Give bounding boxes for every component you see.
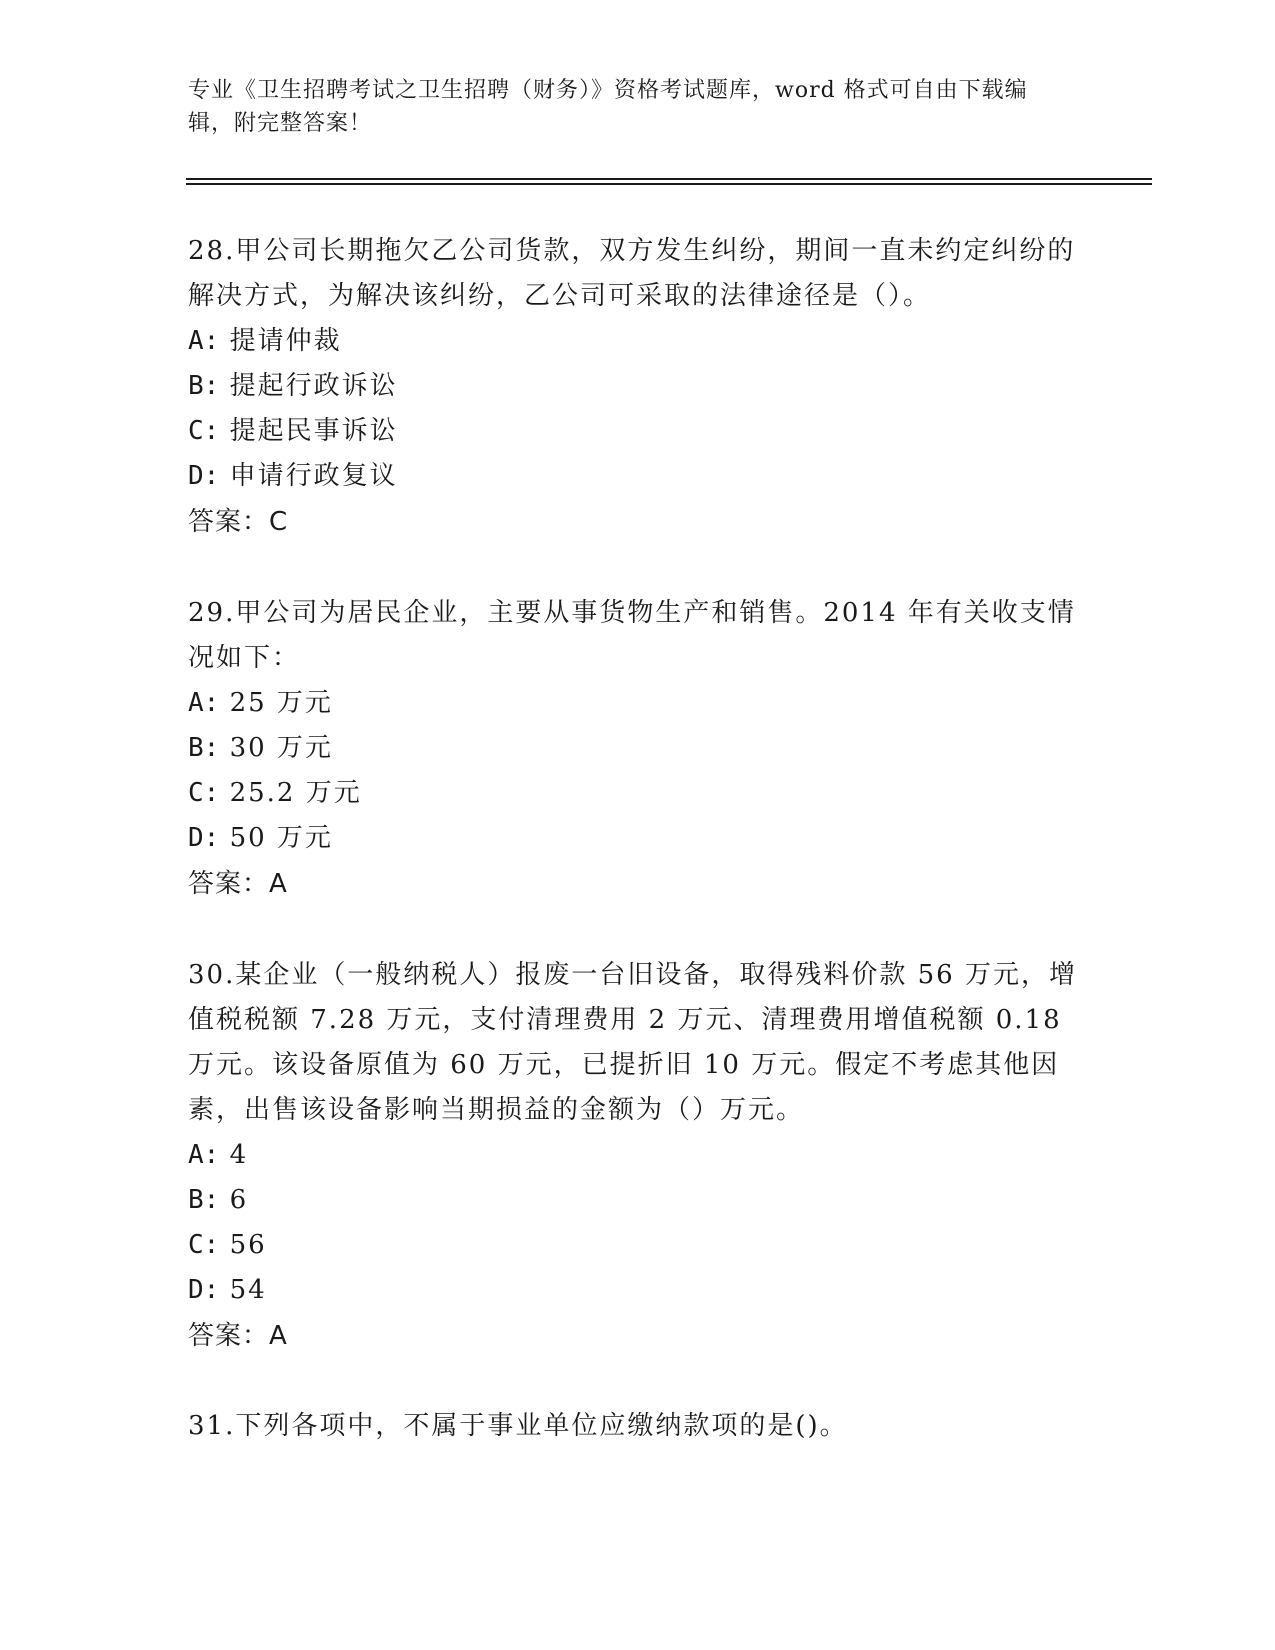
answer-line: 答案：A [188, 869, 288, 899]
answer-line: 答案：A [188, 1321, 288, 1351]
option-c [188, 771, 1088, 816]
option-text: 4 [219, 1140, 249, 1170]
option-b [188, 1178, 1088, 1223]
option-d [188, 1268, 1088, 1313]
option-d [188, 816, 1088, 861]
question-30 [188, 953, 1088, 1359]
option-c [188, 409, 1088, 454]
question-stem: 30.某企业（一般纳税人）报废一台旧设备，取得残料价款 56 万元，增值税税额 7.28 万元，支付清理费用 2 万元、清理费用增值税额 0.18 万元。该设备原值为 60 万元，已提折旧 10 万元。假定不考虑其他因素，出售该设备影响当期损益的金额为（）万元。 [188, 960, 1077, 1125]
option-a [188, 319, 1088, 364]
question-28 [188, 229, 1088, 545]
option-text: 30 万元 [219, 733, 333, 763]
option-key: A: [188, 1140, 220, 1170]
header-divider-top [186, 178, 1152, 180]
question-stem: 29.甲公司为居民企业，主要从事货物生产和销售。2014 年有关收支情况如下： [188, 598, 1076, 673]
option-b [188, 364, 1088, 409]
option-text: 提请仲裁 [219, 326, 342, 356]
option-text: 54 [219, 1275, 267, 1305]
option-text: 25 万元 [219, 688, 333, 718]
option-key: D: [188, 823, 220, 853]
option-d [188, 454, 1088, 499]
option-key: A: [188, 326, 220, 356]
option-key: A: [188, 688, 220, 718]
option-key: C: [188, 416, 220, 446]
option-text: 提起民事诉讼 [219, 416, 398, 446]
question-stem: 31.下列各项中，不属于事业单位应缴纳款项的是()。 [188, 1411, 848, 1441]
option-text: 6 [219, 1185, 249, 1215]
option-key: B: [188, 733, 220, 763]
option-a [188, 1133, 1088, 1178]
option-key: B: [188, 1185, 220, 1215]
option-key: D: [188, 461, 220, 491]
question-29 [188, 591, 1088, 907]
document-intro: 专业《卫生招聘考试之卫生招聘（财务）》资格考试题库，word 格式可自由下载编辑，附完整答案！ [188, 78, 1028, 136]
answer-line: 答案：C [188, 507, 289, 537]
option-text: 56 [219, 1230, 267, 1260]
option-text: 25.2 万元 [219, 778, 362, 808]
option-text: 提起行政诉讼 [219, 371, 398, 401]
option-c [188, 1223, 1088, 1268]
option-a [188, 681, 1088, 726]
option-key: C: [188, 1230, 220, 1260]
option-key: C: [188, 778, 220, 808]
option-key: D: [188, 1275, 220, 1305]
option-b [188, 726, 1088, 771]
option-text: 50 万元 [219, 823, 333, 853]
option-key: B: [188, 371, 220, 401]
question-stem: 28.甲公司长期拖欠乙公司货款，双方发生纠纷，期间一直未约定纠纷的解决方式，为解决该纠纷，乙公司可采取的法律途径是（）。 [188, 236, 1076, 311]
header-divider-bottom [186, 183, 1152, 185]
question-31 [188, 1404, 1088, 1449]
option-text: 申请行政复议 [219, 461, 398, 491]
